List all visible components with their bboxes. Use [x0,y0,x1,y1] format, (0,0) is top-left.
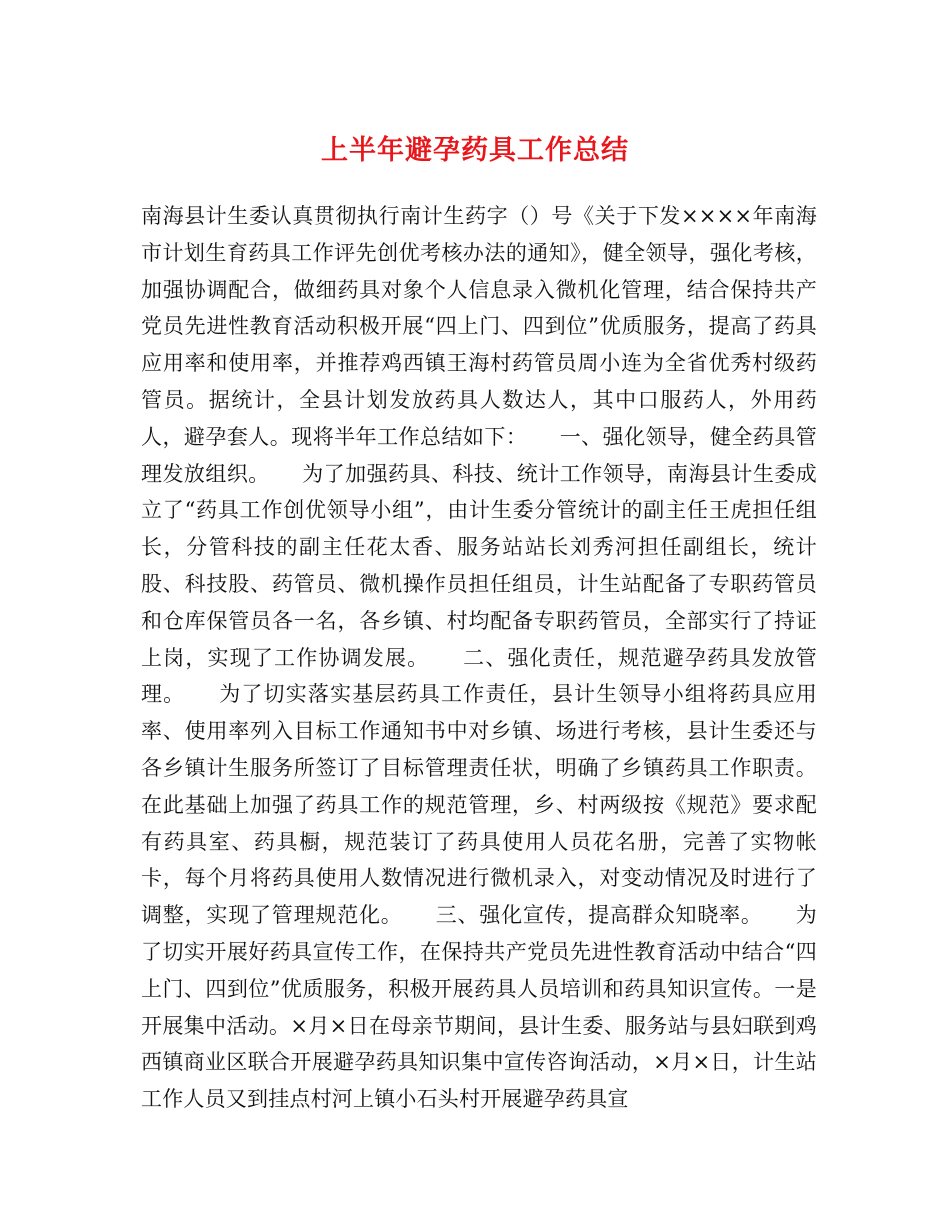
document-title: 上半年避孕药具工作总结 [321,135,629,166]
document-body-paragraph: 南海县计生委认真贯彻执行南计生药字（）号《关于下发××××年南海市计划生育药具工作评先创优考核办法的通知》，健全领导，强化考核，加强协调配合，做细药具对象个人信息录入微机化管理，结合保持共产党员先进性教育活动积极开展“四上门、四到位”优质服务，提高了药具应用率和使用率，并推荐鸡西镇王海村药管员周小连为全省优秀村级药管员。据统计，全县计划发放药具人数达人，其中口服药人，外用药人，避孕套人。现将半年工作总结如下： 一、强化领导，健全药具管理发放组织。 为了加强药具、科技、统计工作领导，南海县计生委成立了“药具工作创优领导小组”，由计生委分管统计的副主任王虎担任组长，分管科技的副主任花太香、服务站站长刘秀河担任副组长，统计股、科技股、药管员、微机操作员担任组员，计生站配备了专职药管员和仓库保管员各一名，各乡镇、村均配备专职药管员，全部实行了持证上岗，实现了工作协调发展。 二、强化责任，规范避孕药具发放管理。 为了切实落实基层药具工作责任，县计生领导小组将药具应用率、使用率列入目标工作通知书中对乡镇、场进行考核，县计生委还与各乡镇计生服务所签订了目标管理责任状，明确了乡镇药具工作职责。在此基础上加强了药具工作的规范管理，乡、村两级按《规范》要求配有药具室、药具橱，规范装订了药具使用人员花名册，完善了实物帐卡，每个月将药具使用人数情况进行微机录入，对变动情况及时进行了调整，实现了管理规范化。 三、强化宣传，提高群众知晓率。 为了切实开展好药具宣传工作，在保持共产党员先进性教育活动中结合“四上门、四到位”优质服务，积极开展药具人员培训和药具知识宣传。一是开展集中活动。×月×日在母亲节期间，县计生委、服务站与县妇联到鸡西镇商业区联合开展避孕药具知识集中宣传咨询活动，×月×日，计生站工作人员又到挂点村河上镇小石头村开展避孕药具宣 [141,204,817,1112]
